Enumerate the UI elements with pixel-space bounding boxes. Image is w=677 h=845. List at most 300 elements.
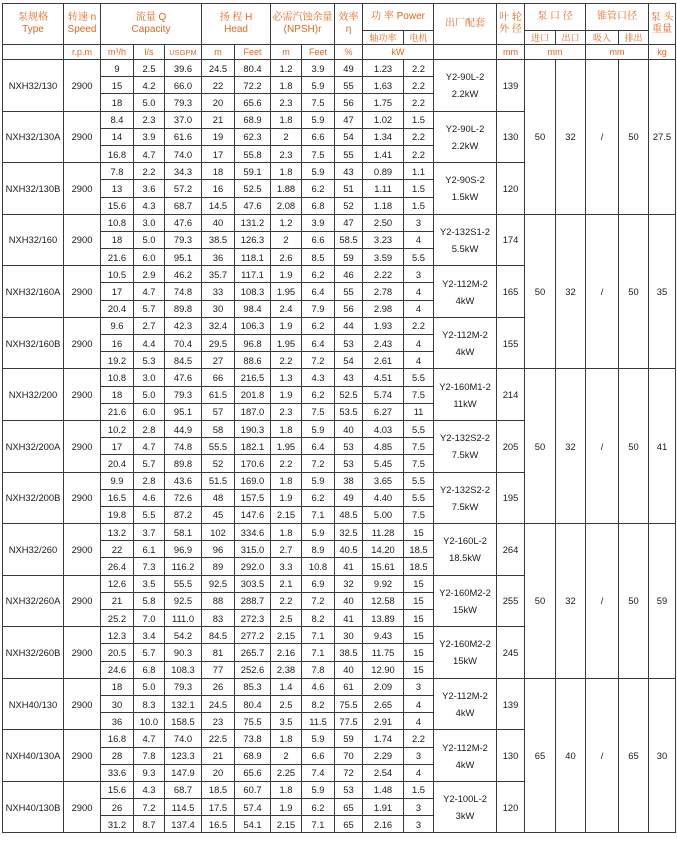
npsh-m-cell: 1.9: [271, 799, 302, 816]
motor-model: Y2-90L-2: [445, 71, 485, 83]
outlet-diameter: 40: [556, 678, 586, 833]
shaft-power-cell: 1.02: [363, 111, 404, 128]
npsh-feet-cell: 3.9: [302, 60, 335, 77]
inlet-diameter: 50: [525, 60, 556, 215]
head-feet-cell: 106.3: [235, 317, 271, 334]
motor-power-cell: 15: [404, 661, 434, 678]
head-m-cell: 19: [202, 128, 235, 145]
npsh-m-cell: 2.08: [271, 197, 302, 214]
unit-head-m: m: [202, 45, 235, 60]
head-feet-cell: 117.1: [235, 266, 271, 283]
head-m-cell: 61.5: [202, 386, 235, 403]
motor-power-cell: 2.2: [404, 730, 434, 747]
capacity-usgpm-cell: 70.4: [165, 335, 202, 352]
motor-power-cell: 7.5: [404, 455, 434, 472]
capacity-m3h-cell: 20.4: [101, 300, 134, 317]
capacity-usgpm-cell: 79.3: [165, 678, 202, 695]
capacity-m3h-cell: 18: [101, 678, 134, 695]
capacity-m3h-cell: 25.2: [101, 610, 134, 627]
impeller-diameter: 139: [497, 678, 525, 730]
head-feet-cell: 303.5: [235, 575, 271, 592]
capacity-m3h-cell: 10.8: [101, 369, 134, 386]
motor-power-cell: 3: [404, 799, 434, 816]
motor-power-cell: 15: [404, 592, 434, 609]
shaft-power-cell: 5.74: [363, 386, 404, 403]
head-m-cell: 18: [202, 163, 235, 180]
efficiency-cell: 30: [335, 627, 363, 644]
npsh-m-cell: 1.9: [271, 386, 302, 403]
npsh-feet-cell: 8.5: [302, 249, 335, 266]
capacity-m3h-cell: 19.2: [101, 352, 134, 369]
shaft-power-cell: 2.09: [363, 678, 404, 695]
unit-model-blank: [3, 45, 64, 60]
header-impeller: 叶 轮 外 径: [497, 4, 525, 45]
capacity-ls-cell: 5.7: [134, 300, 165, 317]
capacity-m3h-cell: 28: [101, 747, 134, 764]
head-feet-cell: 252.6: [235, 661, 271, 678]
factory-motor-cell: [434, 420, 497, 472]
efficiency-cell: 75.5: [335, 695, 363, 712]
head-m-cell: 23: [202, 713, 235, 730]
efficiency-cell: 43: [335, 369, 363, 386]
capacity-ls-cell: 3.9: [134, 128, 165, 145]
capacity-m3h-cell: 10.5: [101, 266, 134, 283]
speed-value: 2900: [64, 730, 101, 782]
shaft-power-cell: 1.34: [363, 128, 404, 145]
npsh-m-cell: 2.2: [271, 455, 302, 472]
model-name: NXH32/160B: [3, 317, 64, 369]
npsh-m-cell: 2.15: [271, 816, 302, 833]
head-m-cell: 24.5: [202, 695, 235, 712]
model-name: NXH32/160: [3, 214, 64, 266]
suction-diameter: /: [586, 678, 619, 833]
capacity-usgpm-cell: 87.2: [165, 506, 202, 523]
npsh-feet-cell: 6.6: [302, 747, 335, 764]
impeller-diameter: 130: [497, 730, 525, 782]
capacity-usgpm-cell: 43.6: [165, 472, 202, 489]
capacity-ls-cell: 4.7: [134, 145, 165, 162]
capacity-ls-cell: 3.6: [134, 180, 165, 197]
efficiency-cell: 65: [335, 799, 363, 816]
npsh-feet-cell: 7.1: [302, 816, 335, 833]
motor-kw: 1.5kW: [451, 191, 479, 203]
npsh-feet-cell: 5.9: [302, 781, 335, 798]
efficiency-cell: 40.5: [335, 541, 363, 558]
npsh-m-cell: 2.2: [271, 592, 302, 609]
capacity-usgpm-cell: 108.3: [165, 661, 202, 678]
motor-power-cell: 2.2: [404, 94, 434, 111]
motor-power-cell: 4: [404, 283, 434, 300]
npsh-m-cell: 1.88: [271, 180, 302, 197]
impeller-diameter: 255: [497, 575, 525, 627]
motor-power-cell: 3: [404, 214, 434, 231]
npsh-m-cell: 2: [271, 128, 302, 145]
npsh-m-cell: 2.6: [271, 249, 302, 266]
npsh-m-cell: 1.8: [271, 730, 302, 747]
capacity-ls-cell: 5.7: [134, 455, 165, 472]
efficiency-cell: 32: [335, 575, 363, 592]
capacity-ls-cell: 4.3: [134, 781, 165, 798]
efficiency-cell: 44: [335, 317, 363, 334]
impeller-diameter: 139: [497, 60, 525, 112]
capacity-m3h-cell: 14: [101, 128, 134, 145]
efficiency-cell: 52.5: [335, 386, 363, 403]
motor-model: Y2-112M-2: [442, 329, 488, 341]
shaft-power-cell: 2.65: [363, 695, 404, 712]
efficiency-cell: 51: [335, 180, 363, 197]
head-m-cell: 66: [202, 369, 235, 386]
unit-impeller: mm: [497, 45, 525, 60]
unit-power: kW: [363, 45, 434, 60]
motor-model: Y2-132S2-2: [439, 483, 491, 495]
speed-value: 2900: [64, 524, 101, 576]
speed-value: 2900: [64, 60, 101, 112]
shaft-power-cell: 2.22: [363, 266, 404, 283]
npsh-m-cell: 1.9: [271, 266, 302, 283]
head-feet-cell: 118.1: [235, 249, 271, 266]
capacity-usgpm-cell: 89.8: [165, 300, 202, 317]
npsh-m-cell: 1.95: [271, 438, 302, 455]
motor-power-cell: 2.2: [404, 145, 434, 162]
head-feet-cell: 157.5: [235, 489, 271, 506]
npsh-feet-cell: 7.1: [302, 506, 335, 523]
speed-value: 2900: [64, 678, 101, 730]
capacity-m3h-cell: 9.6: [101, 317, 134, 334]
head-m-cell: 52: [202, 455, 235, 472]
header-efficiency: 效率 η: [335, 4, 363, 45]
capacity-usgpm-cell: 84.5: [165, 352, 202, 369]
head-m-cell: 84.5: [202, 627, 235, 644]
capacity-m3h-cell: 22: [101, 541, 134, 558]
factory-motor-cell: [434, 111, 497, 163]
head-feet-cell: 131.2: [235, 214, 271, 231]
motor-power-cell: 1.5: [404, 111, 434, 128]
head-m-cell: 96: [202, 541, 235, 558]
motor-power-cell: 4: [404, 231, 434, 248]
efficiency-cell: 32.5: [335, 524, 363, 541]
npsh-m-cell: 1.8: [271, 420, 302, 437]
head-m-cell: 16.5: [202, 816, 235, 833]
factory-motor-cell: [434, 317, 497, 369]
motor-power-cell: 3: [404, 266, 434, 283]
table-row: [3, 369, 676, 386]
factory-motor-cell: [434, 60, 497, 112]
capacity-ls-cell: 5.8: [134, 592, 165, 609]
capacity-ls-cell: 6.1: [134, 541, 165, 558]
shaft-power-cell: 1.48: [363, 781, 404, 798]
motor-kw: 11kW: [453, 397, 477, 409]
efficiency-cell: 72: [335, 764, 363, 781]
capacity-usgpm-cell: 74.8: [165, 283, 202, 300]
motor-power-cell: 7.5: [404, 386, 434, 403]
header-pump-port: 泵 口 径: [525, 4, 586, 31]
motor-kw: 7.5kW: [451, 500, 479, 512]
discharge-diameter: 50: [619, 369, 649, 524]
head-feet-cell: 190.3: [235, 420, 271, 437]
capacity-m3h-cell: 12.6: [101, 575, 134, 592]
npsh-m-cell: 2.7: [271, 541, 302, 558]
capacity-m3h-cell: 18: [101, 386, 134, 403]
capacity-usgpm-cell: 79.3: [165, 231, 202, 248]
capacity-ls-cell: 3.0: [134, 369, 165, 386]
npsh-m-cell: 1.8: [271, 524, 302, 541]
shaft-power-cell: 6.27: [363, 403, 404, 420]
capacity-m3h-cell: 9: [101, 60, 134, 77]
motor-power-cell: 1.5: [404, 781, 434, 798]
motor-power-cell: 5.5: [404, 249, 434, 266]
capacity-m3h-cell: 24.6: [101, 661, 134, 678]
capacity-ls-cell: 4.2: [134, 77, 165, 94]
motor-kw: 2.2kW: [451, 139, 479, 151]
shaft-power-cell: 3.23: [363, 231, 404, 248]
speed-value: 2900: [64, 781, 101, 833]
unit-npsh-m: m: [271, 45, 302, 60]
capacity-m3h-cell: 21.6: [101, 249, 134, 266]
discharge-diameter: 50: [619, 524, 649, 679]
head-feet-cell: 88.6: [235, 352, 271, 369]
npsh-feet-cell: 7.9: [302, 300, 335, 317]
efficiency-cell: 49: [335, 60, 363, 77]
npsh-m-cell: 2.15: [271, 627, 302, 644]
motor-power-cell: 3: [404, 678, 434, 695]
head-m-cell: 27: [202, 352, 235, 369]
factory-motor-cell: [434, 627, 497, 679]
efficiency-cell: 49: [335, 489, 363, 506]
header-npsh: 必需汽蚀余量 (NPSH)r: [271, 4, 335, 45]
capacity-ls-cell: 6.0: [134, 249, 165, 266]
efficiency-cell: 58.5: [335, 231, 363, 248]
npsh-feet-cell: 7.5: [302, 403, 335, 420]
npsh-m-cell: 2.5: [271, 695, 302, 712]
capacity-ls-cell: 5.0: [134, 94, 165, 111]
npsh-feet-cell: 7.2: [302, 455, 335, 472]
npsh-m-cell: 1.95: [271, 335, 302, 352]
head-m-cell: 17.5: [202, 799, 235, 816]
shaft-power-cell: 14.20: [363, 541, 404, 558]
speed-value: 2900: [64, 111, 101, 163]
impeller-diameter: 214: [497, 369, 525, 421]
capacity-m3h-cell: 15: [101, 77, 134, 94]
shaft-power-cell: 0.89: [363, 163, 404, 180]
head-m-cell: 92.5: [202, 575, 235, 592]
capacity-ls-cell: 4.7: [134, 438, 165, 455]
efficiency-cell: 40: [335, 661, 363, 678]
inlet-diameter: 50: [525, 369, 556, 524]
npsh-m-cell: 1.8: [271, 163, 302, 180]
capacity-m3h-cell: 16: [101, 335, 134, 352]
efficiency-cell: 55: [335, 145, 363, 162]
efficiency-cell: 53: [335, 455, 363, 472]
head-feet-cell: 272.3: [235, 610, 271, 627]
head-feet-cell: 187.0: [235, 403, 271, 420]
capacity-usgpm-cell: 123.3: [165, 747, 202, 764]
shaft-power-cell: 12.90: [363, 661, 404, 678]
capacity-ls-cell: 4.7: [134, 730, 165, 747]
efficiency-cell: 54: [335, 352, 363, 369]
header-power: 功 率 Power: [363, 4, 434, 31]
head-feet-cell: 85.3: [235, 678, 271, 695]
head-m-cell: 45: [202, 506, 235, 523]
capacity-usgpm-cell: 116.2: [165, 558, 202, 575]
capacity-m3h-cell: 26.4: [101, 558, 134, 575]
pump-head-weight: 41: [649, 369, 676, 524]
efficiency-cell: 41: [335, 558, 363, 575]
motor-kw: 4kW: [455, 346, 475, 358]
efficiency-cell: 47: [335, 214, 363, 231]
capacity-m3h-cell: 16.5: [101, 489, 134, 506]
head-m-cell: 22.5: [202, 730, 235, 747]
efficiency-cell: 43: [335, 163, 363, 180]
shaft-power-cell: 1.18: [363, 197, 404, 214]
motor-kw: 7.5kW: [451, 449, 479, 461]
head-m-cell: 48: [202, 489, 235, 506]
capacity-m3h-cell: 13: [101, 180, 134, 197]
efficiency-cell: 56: [335, 94, 363, 111]
impeller-diameter: 120: [497, 781, 525, 833]
npsh-feet-cell: 7.4: [302, 764, 335, 781]
npsh-m-cell: 2.3: [271, 94, 302, 111]
shaft-power-cell: 15.61: [363, 558, 404, 575]
motor-kw: 4kW: [455, 707, 475, 719]
npsh-feet-cell: 6.2: [302, 799, 335, 816]
motor-power-cell: 1.5: [404, 197, 434, 214]
efficiency-cell: 59: [335, 730, 363, 747]
npsh-m-cell: 1.8: [271, 77, 302, 94]
capacity-usgpm-cell: 114.5: [165, 799, 202, 816]
head-m-cell: 77: [202, 661, 235, 678]
npsh-feet-cell: 7.8: [302, 661, 335, 678]
npsh-feet-cell: 5.9: [302, 420, 335, 437]
motor-model: Y2-160M2-2: [439, 586, 491, 598]
npsh-feet-cell: 6.2: [302, 386, 335, 403]
factory-motor-cell: [434, 369, 497, 421]
capacity-ls-cell: 5.0: [134, 678, 165, 695]
head-m-cell: 35.7: [202, 266, 235, 283]
unit-weight: kg: [649, 45, 676, 60]
efficiency-cell: 40: [335, 592, 363, 609]
capacity-usgpm-cell: 39.6: [165, 60, 202, 77]
model-name: NXH32/200: [3, 369, 64, 421]
capacity-usgpm-cell: 58.1: [165, 524, 202, 541]
head-m-cell: 30: [202, 300, 235, 317]
head-feet-cell: 62.3: [235, 128, 271, 145]
factory-motor-cell: [434, 214, 497, 266]
npsh-feet-cell: 11.5: [302, 713, 335, 730]
head-feet-cell: 47.6: [235, 197, 271, 214]
discharge-diameter: 50: [619, 60, 649, 215]
impeller-diameter: 155: [497, 317, 525, 369]
head-feet-cell: 80.4: [235, 60, 271, 77]
capacity-usgpm-cell: 95.1: [165, 249, 202, 266]
npsh-feet-cell: 7.5: [302, 94, 335, 111]
capacity-m3h-cell: 20.4: [101, 455, 134, 472]
motor-power-cell: 15: [404, 610, 434, 627]
header-pipe-port: 锥管口径: [586, 4, 649, 31]
unit-npsh-feet: Feet: [302, 45, 335, 60]
head-m-cell: 24.5: [202, 60, 235, 77]
impeller-diameter: 130: [497, 111, 525, 163]
motor-power-cell: 4: [404, 764, 434, 781]
header-factory-motor: 出厂配套: [434, 4, 497, 45]
npsh-feet-cell: 5.9: [302, 77, 335, 94]
capacity-ls-cell: 10.0: [134, 713, 165, 730]
capacity-usgpm-cell: 68.7: [165, 781, 202, 798]
shaft-power-cell: 11.28: [363, 524, 404, 541]
inlet-diameter: 65: [525, 678, 556, 833]
header-inlet: 进口: [525, 31, 556, 45]
head-feet-cell: 80.4: [235, 695, 271, 712]
pump-head-weight: 35: [649, 214, 676, 369]
capacity-usgpm-cell: 74.0: [165, 145, 202, 162]
table-body: [3, 60, 676, 833]
motor-kw: 4kW: [455, 294, 475, 306]
header-discharge: 排出: [619, 31, 649, 45]
pump-head-weight: 30: [649, 678, 676, 833]
efficiency-cell: 59: [335, 249, 363, 266]
capacity-m3h-cell: 13.2: [101, 524, 134, 541]
head-m-cell: 57: [202, 403, 235, 420]
npsh-m-cell: 2.16: [271, 644, 302, 661]
shaft-power-cell: 1.75: [363, 94, 404, 111]
shaft-power-cell: 5.45: [363, 455, 404, 472]
npsh-feet-cell: 4.3: [302, 369, 335, 386]
capacity-ls-cell: 7.3: [134, 558, 165, 575]
npsh-m-cell: 3.3: [271, 558, 302, 575]
head-feet-cell: 277.2: [235, 627, 271, 644]
npsh-feet-cell: 6.2: [302, 266, 335, 283]
npsh-feet-cell: 6.2: [302, 489, 335, 506]
capacity-m3h-cell: 7.8: [101, 163, 134, 180]
npsh-feet-cell: 7.5: [302, 145, 335, 162]
npsh-m-cell: 2.4: [271, 300, 302, 317]
head-feet-cell: 55.8: [235, 145, 271, 162]
shaft-power-cell: 11.75: [363, 644, 404, 661]
head-m-cell: 55.5: [202, 438, 235, 455]
model-name: NXH32/160A: [3, 266, 64, 318]
capacity-usgpm-cell: 55.5: [165, 575, 202, 592]
head-m-cell: 17: [202, 145, 235, 162]
capacity-usgpm-cell: 47.6: [165, 214, 202, 231]
capacity-ls-cell: 7.2: [134, 799, 165, 816]
head-m-cell: 21: [202, 747, 235, 764]
capacity-m3h-cell: 31.2: [101, 816, 134, 833]
capacity-usgpm-cell: 37.0: [165, 111, 202, 128]
speed-value: 2900: [64, 317, 101, 369]
efficiency-cell: 46: [335, 266, 363, 283]
head-m-cell: 40: [202, 214, 235, 231]
model-name: NXH40/130A: [3, 730, 64, 782]
unit-pipe-port: mm: [586, 45, 649, 60]
efficiency-cell: 61: [335, 678, 363, 695]
motor-power-cell: 7.5: [404, 506, 434, 523]
model-name: NXH40/130: [3, 678, 64, 730]
shaft-power-cell: 5.00: [363, 506, 404, 523]
motor-kw: 15kW: [453, 603, 477, 615]
capacity-usgpm-cell: 68.7: [165, 197, 202, 214]
capacity-ls-cell: 3.0: [134, 214, 165, 231]
head-m-cell: 36: [202, 249, 235, 266]
inlet-diameter: 50: [525, 524, 556, 679]
head-m-cell: 89: [202, 558, 235, 575]
impeller-diameter: 245: [497, 627, 525, 679]
npsh-feet-cell: 8.9: [302, 541, 335, 558]
npsh-feet-cell: 8.2: [302, 695, 335, 712]
capacity-m3h-cell: 9.9: [101, 472, 134, 489]
outlet-diameter: 32: [556, 369, 586, 524]
head-feet-cell: 96.8: [235, 335, 271, 352]
motor-power-cell: 15: [404, 575, 434, 592]
shaft-power-cell: 4.40: [363, 489, 404, 506]
